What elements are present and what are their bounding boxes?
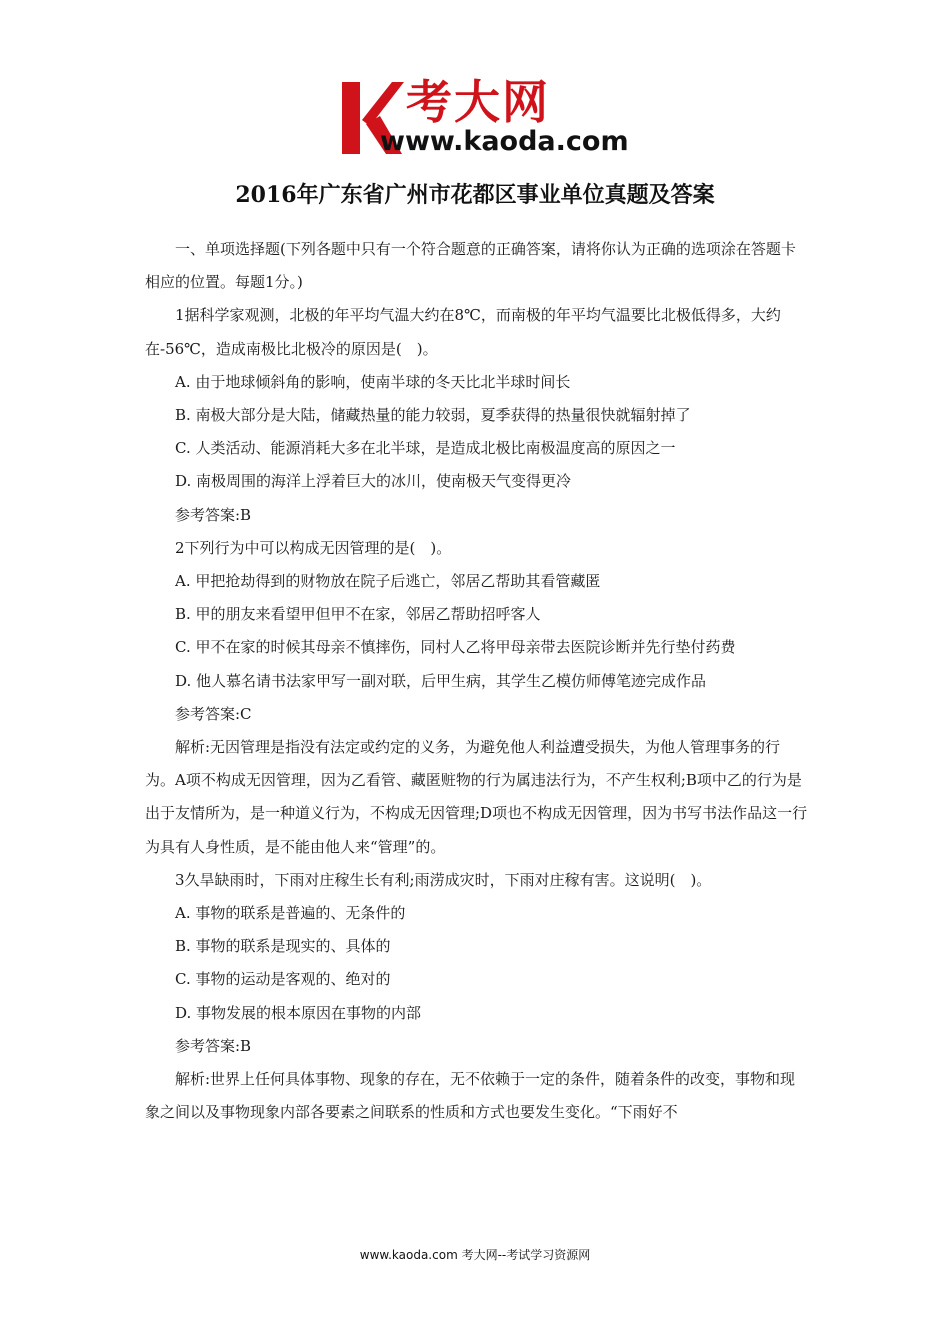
document-title: 2016年广东省广州市花都区事业单位真题及答案 <box>235 182 715 208</box>
question-2-option-c: C. 甲不在家的时候其母亲不慎摔伤，同村人乙将甲母亲带去医院诊断并先行垫付药费 <box>175 638 736 657</box>
question-2-option-a: A. 甲把抢劫得到的财物放在院子后逃亡，邻居乙帮助其看管藏匿 <box>175 572 601 591</box>
document-body <box>145 233 810 1129</box>
question-3-option-c: C. 事物的运动是客观的、绝对的 <box>175 970 391 989</box>
question-2-option-b: B. 甲的朋友来看望甲但甲不在家，邻居乙帮助招呼客人 <box>175 605 541 624</box>
question-2-explanation: 解析:无因管理是指没有法定或约定的义务，为避免他人利益遭受损失，为他人管理事务的行为。A项不构成无因管理，因为乙看管、藏匿赃物的行为属违法行为，不产生权利;B项中乙的行为是出于友情所为，是一种道义行为，不构成无因管理;D项也不构成无因管理，因为书写书法作品这一行为具有人身性质，是不能由他人来“管理”的。 <box>145 738 808 856</box>
question-1-option-b: B. 南极大部分是大陆，储藏热量的能力较弱，夏季获得的热量很快就辐射掉了 <box>175 406 691 425</box>
question-3-option-b: B. 事物的联系是现实的、具体的 <box>175 937 391 956</box>
question-1-option-a: A. 由于地球倾斜角的影响，使南半球的冬天比北半球时间长 <box>175 372 571 391</box>
question-1-option-c: C. 人类活动、能源消耗大多在北半球，是造成北极比南极温度高的原因之一 <box>175 439 676 458</box>
logo-brand-cn: 考大网 <box>406 75 550 129</box>
question-2-answer: 参考答案:C <box>175 704 252 723</box>
question-2-option-d: D. 他人慕名请书法家甲写一副对联，后甲生病，其学生乙模仿师傅笔迹完成作品 <box>175 671 707 690</box>
question-3-option-d: D. 事物发展的根本原因在事物的内部 <box>175 1003 422 1022</box>
site-logo <box>340 76 660 158</box>
question-2: 2下列行为中可以构成无因管理的是( )。 <box>175 538 452 557</box>
page-footer: www.kaoda.com 考大网--考试学习资源网 <box>359 1248 591 1262</box>
question-1-option-d: D. 南极周围的海洋上浮着巨大的冰川，使南极天气变得更冷 <box>175 472 572 491</box>
question-3-explanation: 解析:世界上任何具体事物、现象的存在，无不依赖于一定的条件，随着条件的改变，事物和现象之间以及事物现象内部各要素之间联系的性质和方式也要发生变化。“下雨好不 <box>145 1070 796 1122</box>
question-1: 1据科学家观测，北极的年平均气温大约在8℃，而南极的年平均气温要比北极低得多，大约在-56℃，造成南极比北极冷的原因是( )。 <box>145 306 781 358</box>
section-heading: 一、单项选择题(下列各题中只有一个符合题意的正确答案，请将你认为正确的选项涂在答题卡相应的位置。每题1分。) <box>145 240 796 292</box>
question-3: 3久旱缺雨时，下雨对庄稼生长有利;雨涝成灾时，下雨对庄稼有害。这说明( )。 <box>175 870 712 889</box>
question-1-answer: 参考答案:B <box>175 505 252 524</box>
logo-brand-url: www.kaoda.com <box>380 126 629 157</box>
question-3-option-a: A. 事物的联系是普遍的、无条件的 <box>175 904 406 923</box>
question-3-answer: 参考答案:B <box>175 1036 252 1055</box>
